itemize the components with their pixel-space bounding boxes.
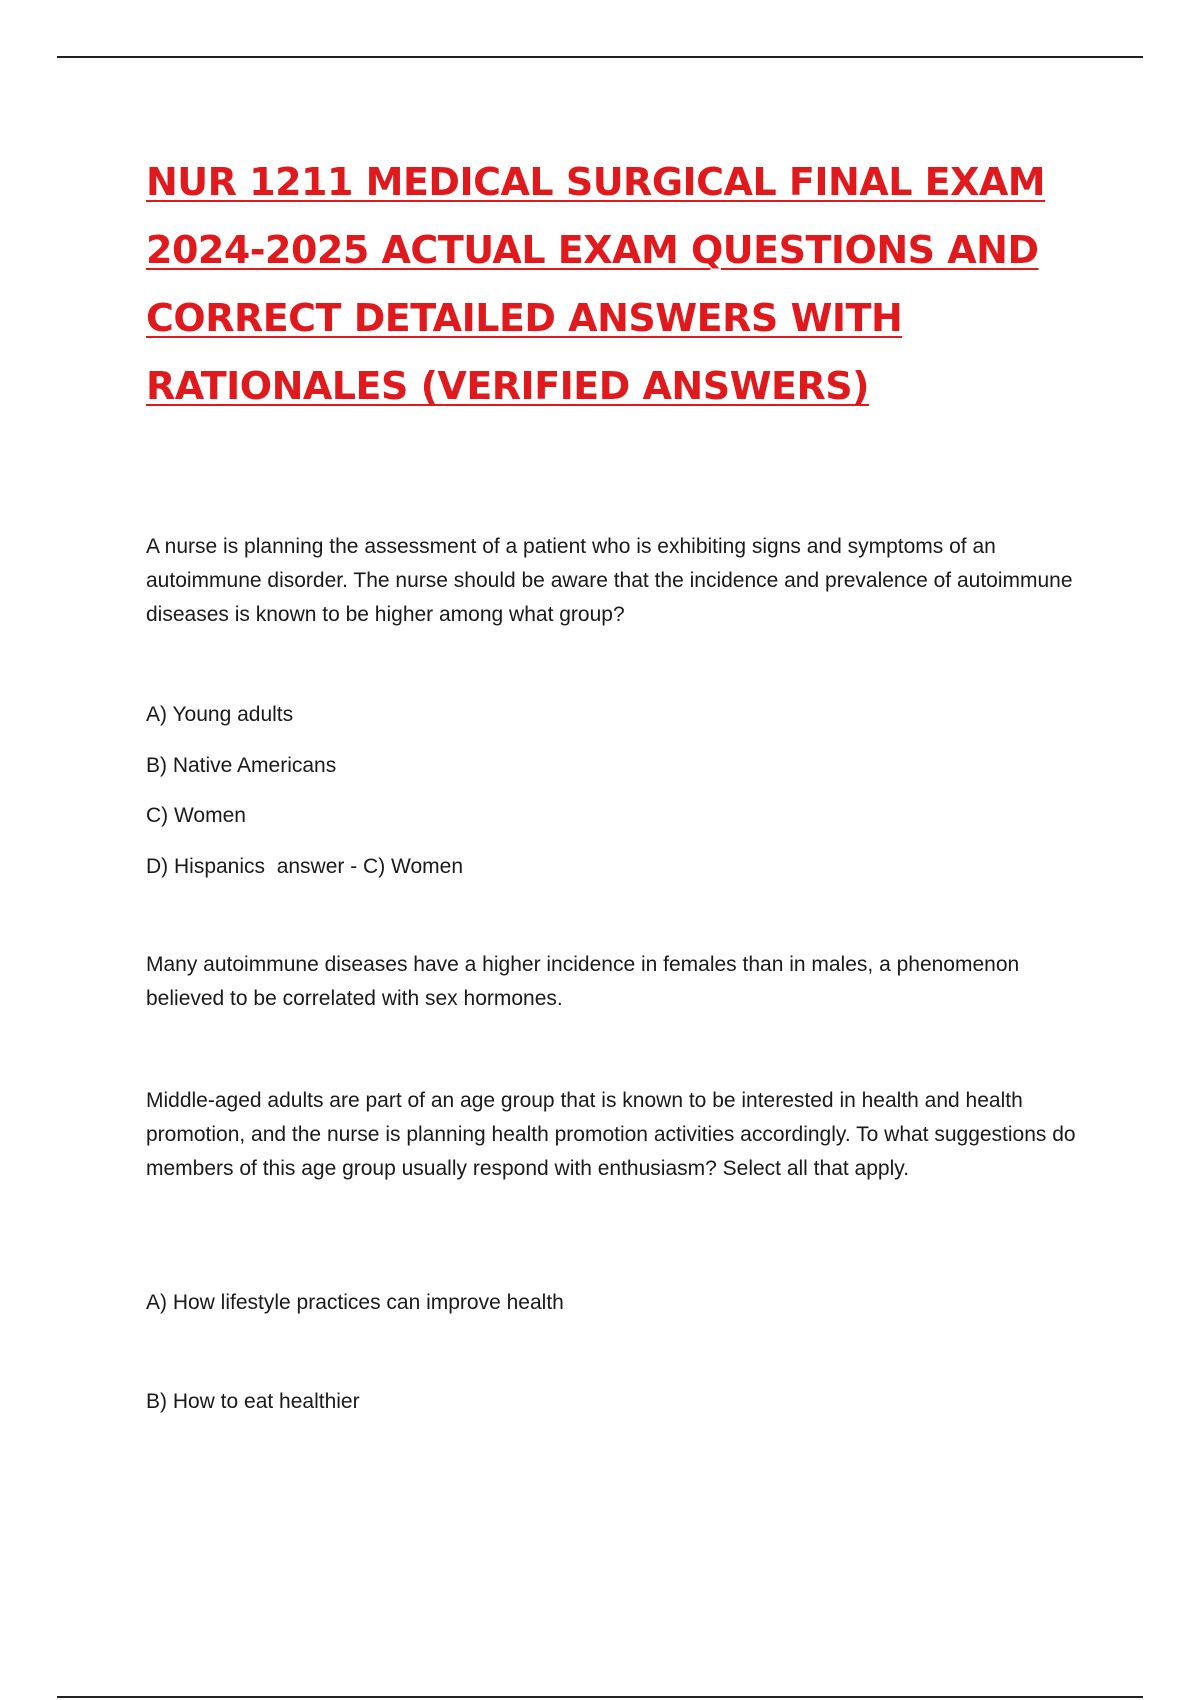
top-rule — [57, 56, 1143, 58]
question-1-option-c: C) Women — [146, 804, 246, 827]
title-line: 2024-2025 ACTUAL EXAM QUESTIONS AND — [146, 228, 1039, 272]
title-line: RATIONALES (VERIFIED ANSWERS) — [146, 364, 869, 408]
question-2-text: Middle-aged adults are part of an age group that is known to be interested in health and health promotion, and the nurse is planning health promotion activities accordingly. To what suggestions do members of this age group usually respond with enthusiasm? Select all that apply. — [146, 1089, 1076, 1180]
question-1-text: A nurse is planning the assessment of a patient who is exhibiting signs and symptoms of an autoimmune disorder. The nurse should be aware that the incidence and prevalence of autoimmune diseases is known to be higher among what group? — [146, 535, 1073, 626]
bottom-rule — [57, 1696, 1143, 1698]
question-1-rationale: Many autoimmune diseases have a higher incidence in females than in males, a phenomenon believed to be correlated with sex hormones. — [146, 953, 1020, 1010]
question-2-option-b: B) How to eat healthier — [146, 1390, 360, 1413]
question-2-option-a: A) How lifestyle practices can improve health — [146, 1291, 564, 1314]
title-line: NUR 1211 MEDICAL SURGICAL FINAL EXAM — [146, 160, 1046, 204]
title-line: CORRECT DETAILED ANSWERS WITH — [146, 296, 903, 340]
question-1-option-d-answer: D) Hispanics answer - C) Women — [146, 855, 464, 878]
question-1-option-b: B) Native Americans — [146, 754, 337, 777]
document-title — [146, 148, 1106, 420]
question-1-option-a: A) Young adults — [146, 703, 294, 726]
